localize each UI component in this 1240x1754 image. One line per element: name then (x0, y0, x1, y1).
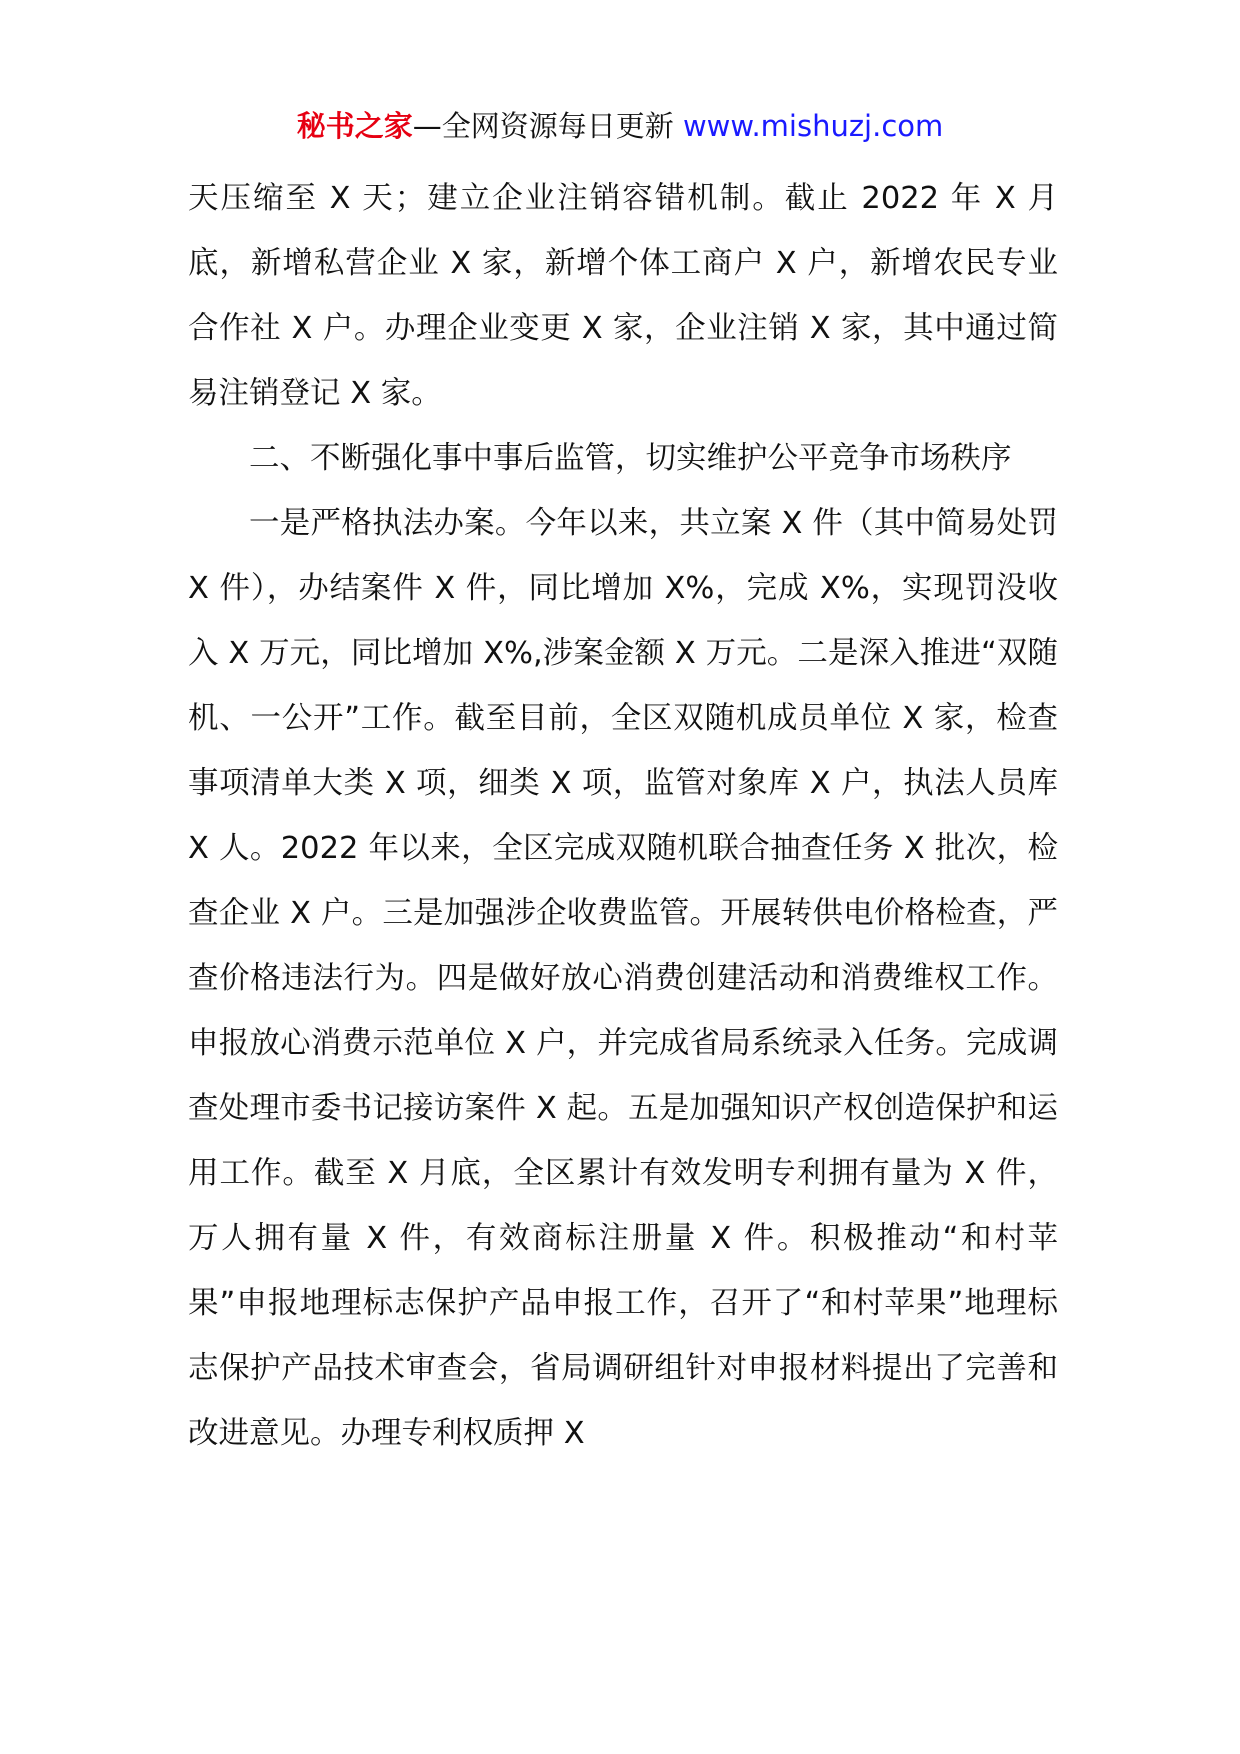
header-brand: 秘书之家 (296, 109, 413, 143)
section-heading: 二、不断强化事中事后监管，切实维护公平竞争市场秩序 (249, 441, 1012, 476)
document-body (188, 166, 1058, 1466)
header-slogan: —全网资源每日更新 (412, 109, 674, 143)
paragraph-continuation: 天压缩至 X 天；建立企业注销容错机制。截止 2022 年 X 月底，新增私营企业 X 家，新增个体工商户 X 户，新增农民专业合作社 X 户。办理企业变更 X 家，企业注销 X 家，其中通过简易注销登记 X 家。 (188, 181, 1058, 411)
paragraph: 一是严格执法办案。今年以来，共立案 X 件（其中简易处罚 X 件），办结案件 X 件，同比增加 X%，完成 X%，实现罚没收入 X 万元，同比增加 X%,涉案金额 X 万元。二是深入推进“双随机、一公开”工作。截至目前，全区双随机成员单位 X 家，检查事项清单大类 X 项，细类 X 项，监管对象库 X 户，执法人员库 X 人。2022 年以来，全区完成双随机联合抽查任务 X 批次，检查企业 X 户。三是加强涉企收费监管。开展转供电价格检查，严查价格违法行为。四是做好放心消费创建活动和消费维权工作。申报放心消费示范单位 X 户，并完成省局系统录入任务。完成调查处理市委书记接访案件 X 起。五是加强知识产权创造保护和运用工作。截至 X 月底，全区累计有效发明专利拥有量为 X 件，万人拥有量 X 件，有效商标注册量 X 件。积极推动“和村苹果”申报地理标志保护产品申报工作，召开了“和村苹果”地理标志保护产品技术审查会，省局调研组针对申报材料提出了完善和改进意见。办理专利权质押 X (188, 506, 1058, 1451)
header-url[interactable]: www.mishuzj.com (682, 109, 944, 143)
page-header (0, 104, 1240, 148)
